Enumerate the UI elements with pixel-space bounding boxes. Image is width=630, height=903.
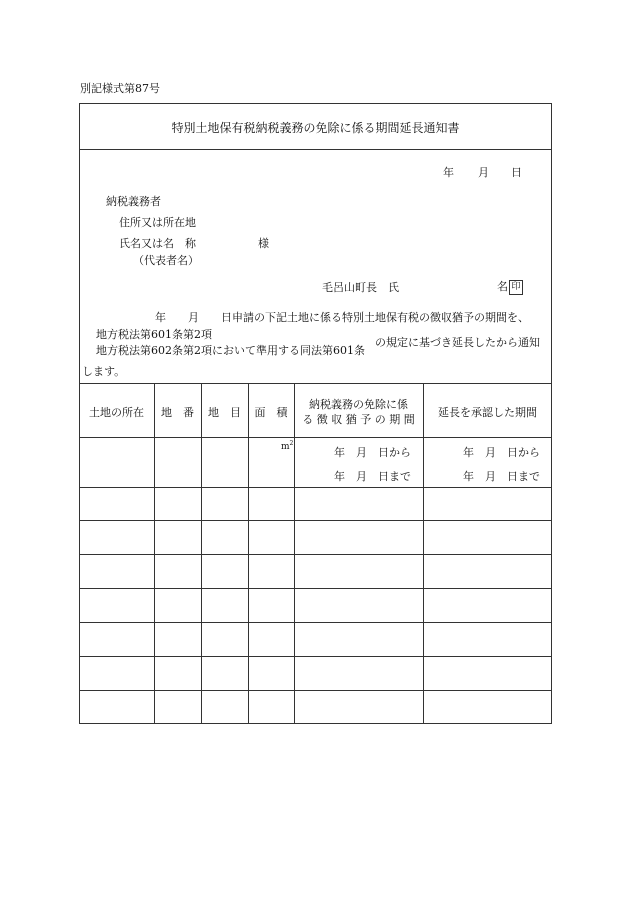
header-lot-number: 地 番 xyxy=(161,406,194,419)
exemption-period-from: 年 月 日から xyxy=(334,446,411,459)
issuer-name-suffix: 名 xyxy=(497,280,508,293)
body-line3: します。 xyxy=(82,365,126,378)
header-area: 面 積 xyxy=(254,406,288,419)
extension-period-to: 年 月 日まで xyxy=(463,470,540,483)
header-extension-period: 延長を承認した期間 xyxy=(438,406,537,419)
table-row-line xyxy=(79,690,552,691)
honorific: 様 xyxy=(258,237,269,250)
table-row-line xyxy=(79,588,552,589)
table-row-line xyxy=(79,487,552,488)
table-row-line xyxy=(79,656,552,657)
area-unit-exponent: 2 xyxy=(289,440,294,447)
seal-mark: 印 xyxy=(509,280,523,295)
law-option-a: 地方税法第601条第2項 xyxy=(96,328,212,341)
area-unit xyxy=(281,440,293,452)
table-header-bottom xyxy=(79,437,552,438)
table-row-line xyxy=(79,622,552,623)
issuer-name-line xyxy=(497,278,523,295)
form-title: 特別土地保有税納税義務の免除に係る期間延長通知書 xyxy=(171,121,460,135)
header-exemption-period-line1: 納税義務の免除に係 xyxy=(309,398,408,411)
extension-period-from: 年 月 日から xyxy=(463,446,540,459)
table-column-line xyxy=(294,383,295,724)
representative-label: （代表者名） xyxy=(133,254,199,267)
header-land-category: 地 目 xyxy=(208,406,241,419)
name-label: 氏名又は名 称 xyxy=(119,237,196,250)
address-label: 住所又は所在地 xyxy=(119,216,196,229)
taxpayer-heading: 納税義務者 xyxy=(106,195,161,208)
date-month: 月 xyxy=(478,166,489,179)
date-year: 年 xyxy=(443,166,454,179)
date-day: 日 xyxy=(511,166,522,179)
header-location: 土地の所在 xyxy=(89,406,144,419)
table-row-line xyxy=(79,554,552,555)
table-column-line xyxy=(423,383,424,724)
issuer-title: 毛呂山町長 氏 xyxy=(322,281,399,294)
body-line1: 年 月 日申請の下記土地に係る特別土地保有税の徴収猶予の期間を、 xyxy=(155,311,529,324)
law-tail: の規定に基づき延長したから通知 xyxy=(375,336,540,349)
form-number: 別記様式第87号 xyxy=(80,82,160,95)
title-divider xyxy=(79,149,552,150)
table-column-line xyxy=(201,383,202,724)
law-option-b: 地方税法第602条第2項において準用する同法第601条 xyxy=(96,344,365,357)
table-column-line xyxy=(248,383,249,724)
table-top-border xyxy=(79,383,552,384)
exemption-period-to: 年 月 日まで xyxy=(334,470,411,483)
table-column-line xyxy=(154,383,155,724)
table-row-line xyxy=(79,520,552,521)
area-unit-base: m xyxy=(281,442,290,452)
header-exemption-period-line2: る 徴 収 猶 予 の 期 間 xyxy=(302,413,415,426)
